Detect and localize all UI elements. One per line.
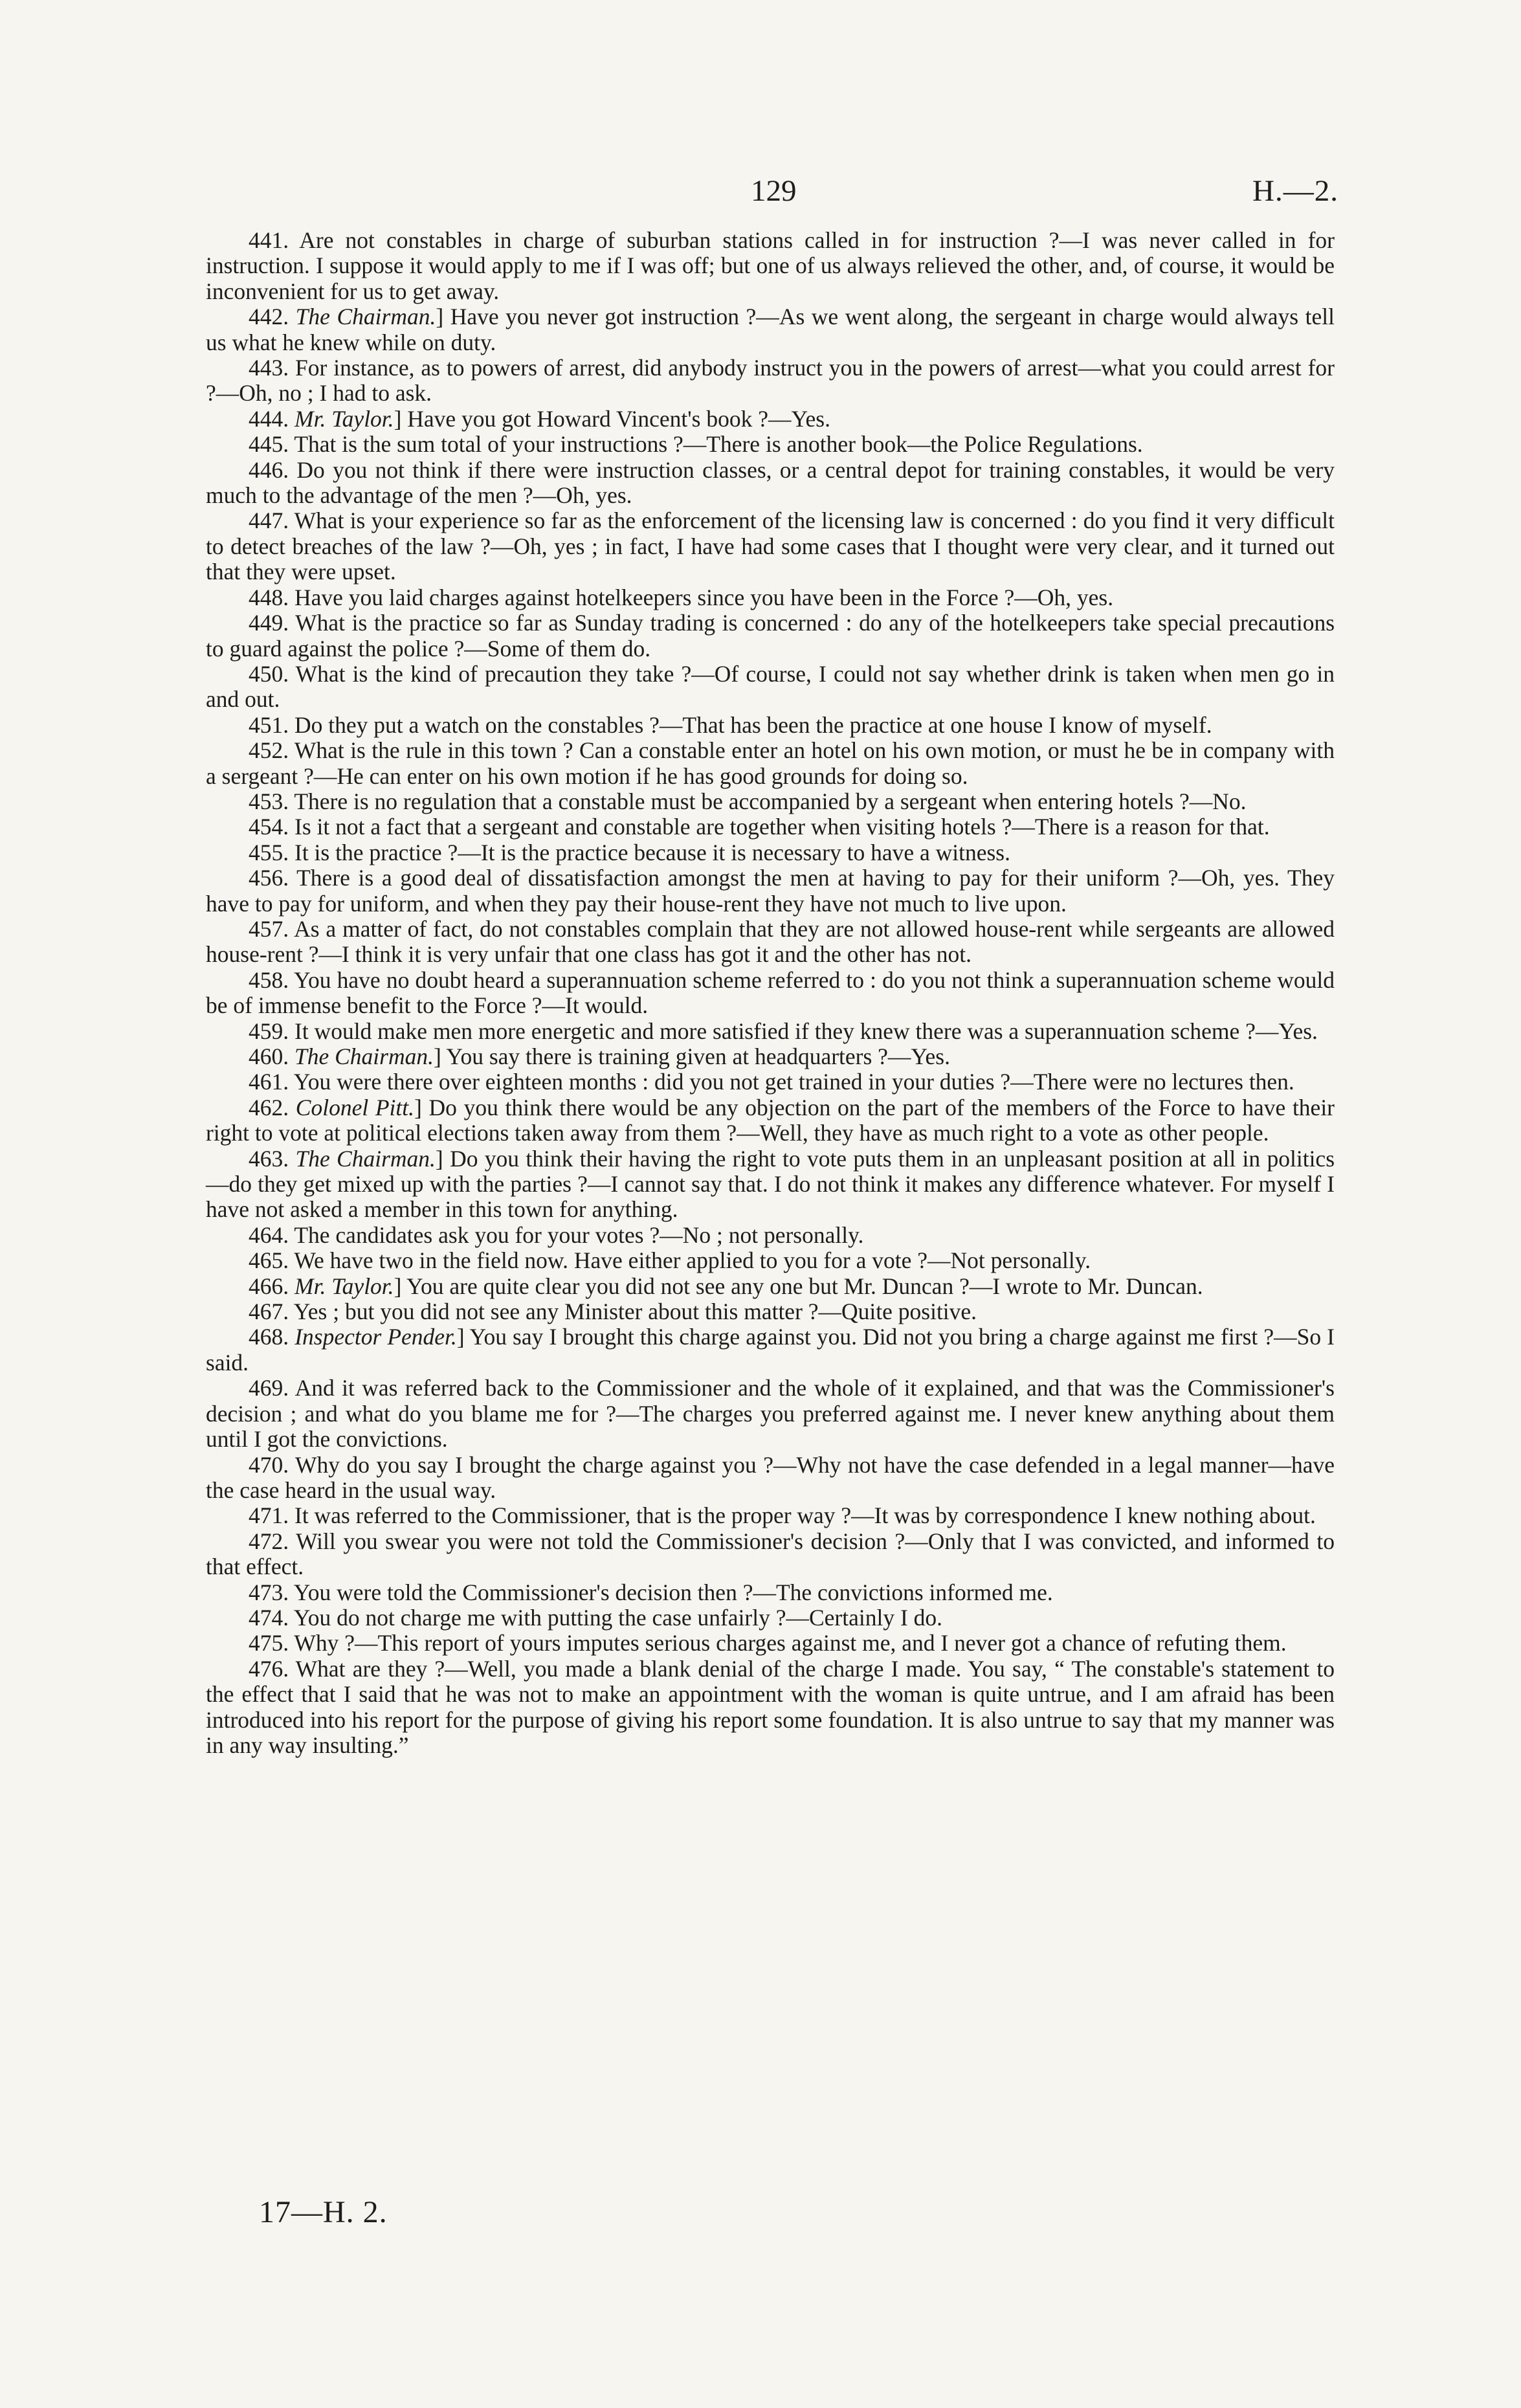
question-number: 472. — [249, 1528, 289, 1554]
question-number: 447. — [249, 507, 289, 534]
testimony-paragraph — [206, 814, 1335, 840]
question-text: There is no regulation that a constable must be accompanied by a sergeant when entering hotels ?—No. — [294, 788, 1247, 814]
question-text: Do you think their having the right to vote puts them in an unpleasant position at all in politics—do they get mixed up with the parties ?—I cannot say that. I do not think it makes any difference whatever. For myself I have not asked a member in this town for anything. — [206, 1145, 1335, 1223]
question-text: You say I brought this charge against you. Did not you bring a charge against me first ?—So I said. — [206, 1324, 1335, 1376]
page-number: 129 — [751, 174, 797, 208]
question-text: What are they ?—Well, you made a blank denial of the charge I made. You say, “ The constable's statement to the effect that I said that he was not to make an appointment with the woman is quite untrue, and I am afraid has been introduced into his report for the purpose of giving his report some foundation. It is also untrue to say that my manner was in any way insulting.” — [206, 1655, 1335, 1758]
question-text: For instance, as to powers of arrest, did anybody instruct you in the powers of arrest—what you could arrest for ?—Oh, no ; I had to ask. — [206, 355, 1335, 407]
testimony-paragraph — [206, 738, 1335, 789]
testimony-paragraph — [206, 840, 1335, 865]
question-number: 463. — [249, 1145, 289, 1172]
testimony-paragraph: 466. Mr. Taylor.] You are quite clear you did not see any one but Mr. Duncan ?—I wrote to Mr. Duncan. — [249, 1273, 1203, 1299]
question-number: 464. — [249, 1221, 289, 1248]
testimony-paragraph — [206, 1069, 1335, 1095]
question-number: 450. — [249, 660, 289, 687]
question-number: 468. — [249, 1324, 289, 1350]
testimony-paragraph: 462. Colonel Pitt.] Do you think there would be any objection on the part of the members of the Force to have their right to vote at political elections taken away from them ?—Well, they have as much right to a vote as other people. — [206, 1094, 1335, 1146]
question-number: 461. — [249, 1069, 289, 1095]
question-text: Why do you say I brought the charge against you ?—Why not have the case defended in a legal manner—have the case heard in the usual way. — [206, 1451, 1335, 1503]
question-number: 451. — [249, 711, 289, 738]
speaker-name: Mr. Taylor. — [294, 1273, 394, 1299]
question-text: What is the rule in this town ? Can a constable enter an hotel on his own motion, or must he be in company with a sergeant ?—He can enter on his own motion if he has good grounds for doing so. — [206, 737, 1335, 789]
testimony-paragraph — [206, 610, 1335, 662]
speaker-name: The Chairman. — [295, 304, 436, 330]
question-number: 448. — [249, 584, 289, 610]
question-text: What is the practice so far as Sunday trading is concerned : do any of the hotelkeepers take special precautions to guard against the police ?—Some of them do. — [206, 610, 1335, 662]
testimony-paragraph — [206, 1248, 1335, 1273]
question-text: You say there is training given at headquarters ?—Yes. — [446, 1043, 950, 1069]
testimony-paragraph — [206, 458, 1335, 509]
question-text: It was referred to the Commissioner, that is the proper way ?—It was by correspondence I knew nothing about. — [294, 1502, 1316, 1529]
question-text: You were told the Commissioner's decision then ?—The convictions informed me. — [293, 1579, 1053, 1605]
question-text: Why ?—This report of yours imputes serious charges against me, and I never got a chance of refuting them. — [294, 1630, 1287, 1656]
testimony-paragraph — [206, 1580, 1335, 1605]
question-text: It would make men more energetic and more satisfied if they knew there was a superannuation scheme ?—Yes. — [294, 1018, 1318, 1044]
question-text: Have you never got instruction ?—As we went along, the sergeant in charge would always tell us what he knew while on duty. — [206, 304, 1335, 355]
testimony-paragraph: 442. The Chairman.] Have you never got instruction ?—As we went along, the sergeant in charge would always tell us what he knew while on duty. — [206, 304, 1335, 355]
question-text: What is your experience so far as the enforcement of the licensing law is concerned : do you find it very difficult to detect breaches of the law ?—Oh, yes ; in fact, I have had some cases that I thought were very clear, and it turned out that they were upset. — [206, 507, 1335, 585]
question-text: You have no doubt heard a superannuation scheme referred to : do you not think a superannuation scheme would be of immense benefit to the Force ?—It would. — [206, 966, 1335, 1019]
question-text: You do not charge me with putting the case unfairly ?—Certainly I do. — [293, 1604, 943, 1631]
testimony-paragraph — [206, 789, 1335, 814]
question-number: 458. — [249, 966, 289, 993]
speaker-name: The Chairman. — [295, 1145, 436, 1172]
question-text: What is the kind of precaution they take ?—Of course, I could not say whether drink is taken when men go in and out. — [206, 660, 1335, 713]
question-number: 445. — [249, 431, 289, 458]
question-text: Have you got Howard Vincent's book ?—Yes. — [407, 405, 830, 432]
testimony-paragraph — [206, 865, 1335, 917]
testimony-paragraph: 468. Inspector Pender.] You say I brought this charge against you. Did not you bring a charge against me first ?—So I said. — [206, 1324, 1335, 1376]
question-number: 449. — [249, 610, 289, 636]
testimony-paragraph — [206, 1529, 1335, 1580]
testimony-paragraph: 460. The Chairman.] You say there is training given at headquarters ?—Yes. — [249, 1043, 950, 1069]
question-number: 462. — [249, 1094, 289, 1120]
question-number: 454. — [249, 814, 289, 840]
question-number: 459. — [249, 1018, 289, 1044]
question-text: You were there over eighteen months : did you not get trained in your duties ?—There were no lectures then. — [293, 1069, 1294, 1095]
testimony-paragraph — [206, 1503, 1335, 1528]
page-reference: H.—2. — [1252, 174, 1338, 208]
document-signature: 17—H. 2. — [259, 2195, 388, 2229]
question-number: 475. — [249, 1630, 289, 1656]
testimony-paragraph — [206, 1453, 1335, 1504]
speaker-name: The Chairman. — [294, 1043, 434, 1069]
question-number: 474. — [249, 1604, 289, 1631]
testimony-paragraph: 444. Mr. Taylor.] Have you got Howard Vincent's book ?—Yes. — [249, 405, 830, 432]
question-number: 452. — [249, 737, 289, 764]
testimony-paragraph: 463. The Chairman.] Do you think their having the right to vote puts them in an unpleasant position at all in politics—do they get mixed up with the parties ?—I cannot say that. I do not think it makes any difference whatever. For myself I have not asked a member in this town for anything. — [206, 1145, 1335, 1223]
question-number: 455. — [249, 839, 289, 865]
question-text: Is it not a fact that a sergeant and constable are together when visiting hotels ?—There is a reason for that. — [294, 814, 1270, 840]
question-text: There is a good deal of dissatisfaction amongst the men at having to pay for their uniform ?—Oh, yes. They have to pay for uniform, and when they pay their house-rent they have not much to live upon. — [206, 865, 1335, 917]
question-number: 441. — [249, 227, 289, 253]
testimony-paragraph — [206, 1223, 1335, 1248]
question-text: That is the sum total of your instructions ?—There is another book—the Police Regulations. — [294, 431, 1143, 458]
question-number: 443. — [249, 355, 289, 381]
question-number: 467. — [249, 1299, 289, 1325]
question-number: 442. — [249, 304, 289, 330]
testimony-body — [206, 228, 1335, 1758]
question-text: The candidates ask you for your votes ?—No ; not personally. — [294, 1221, 864, 1248]
question-text: Do you think there would be any objection on the part of the members of the Force to have their right to vote at political elections taken away from them ?—Well, they have as much right to a vote as other people. — [206, 1094, 1335, 1146]
question-number: 453. — [249, 788, 289, 814]
speaker-name: Mr. Taylor. — [294, 405, 394, 432]
question-number: 446. — [249, 456, 289, 483]
question-text: Do they put a watch on the constables ?—That has been the practice at one house I know of myself. — [294, 711, 1212, 738]
testimony-paragraph — [206, 1631, 1335, 1656]
testimony-paragraph — [206, 508, 1335, 585]
question-number: 457. — [249, 915, 289, 942]
question-number: 469. — [249, 1375, 289, 1401]
testimony-paragraph — [206, 1376, 1335, 1452]
speaker-name: Colonel Pitt. — [295, 1094, 415, 1120]
testimony-paragraph — [206, 228, 1335, 304]
question-number: 473. — [249, 1579, 289, 1605]
question-text: Will you swear you were not told the Commissioner's decision ?—Only that I was convicted, and informed to that effect. — [206, 1528, 1335, 1580]
question-number: 466. — [249, 1273, 289, 1299]
question-number: 471. — [249, 1502, 289, 1529]
question-text: We have two in the field now. Have either applied to you for a vote ?—Not personally. — [294, 1247, 1091, 1274]
testimony-paragraph — [206, 1019, 1335, 1044]
testimony-paragraph — [206, 585, 1335, 610]
testimony-paragraph — [206, 432, 1335, 457]
testimony-paragraph — [206, 713, 1335, 738]
question-text: You are quite clear you did not see any one but Mr. Duncan ?—I wrote to Mr. Duncan. — [406, 1273, 1203, 1299]
testimony-paragraph — [206, 917, 1335, 968]
question-number: 460. — [249, 1043, 289, 1069]
question-text: As a matter of fact, do not constables complain that they are not allowed house-rent while sergeants are allowed house-rent ?—I think it is very unfair that one class has got it and the other has not. — [206, 915, 1335, 968]
question-text: Have you laid charges against hotelkeepers since you have been in the Force ?—Oh, yes. — [294, 584, 1114, 610]
speaker-name: Inspector Pender. — [294, 1324, 457, 1350]
question-number: 465. — [249, 1247, 289, 1274]
question-text: Yes ; but you did not see any Minister about this matter ?—Quite positive. — [293, 1299, 977, 1325]
testimony-paragraph — [206, 1605, 1335, 1631]
testimony-paragraph — [206, 1656, 1335, 1759]
question-number: 456. — [249, 865, 289, 891]
testimony-paragraph — [206, 1299, 1335, 1324]
question-text: And it was referred back to the Commissioner and the whole of it explained, and that was the Commissioner's decision ; and what do you blame me for ?—The charges you preferred against me. I never knew anything about them until I got the convictions. — [206, 1375, 1335, 1453]
testimony-paragraph — [206, 968, 1335, 1019]
question-number: 470. — [249, 1451, 289, 1478]
question-number: 476. — [249, 1655, 289, 1682]
testimony-paragraph — [206, 355, 1335, 407]
question-number: 444. — [249, 405, 289, 432]
question-text: Are not constables in charge of suburban stations called in for instruction ?—I was never called in for instruction. I suppose it would apply to me if I was off; but one of us always relieved the other, and, of course, it would be inconvenient for us to get away. — [206, 227, 1335, 304]
testimony-paragraph — [206, 662, 1335, 713]
question-text: It is the practice ?—It is the practice because it is necessary to have a witness. — [294, 839, 1010, 865]
question-text: Do you not think if there were instruction classes, or a central depot for training constables, it would be very much to the advantage of the men ?—Oh, yes. — [206, 456, 1335, 509]
